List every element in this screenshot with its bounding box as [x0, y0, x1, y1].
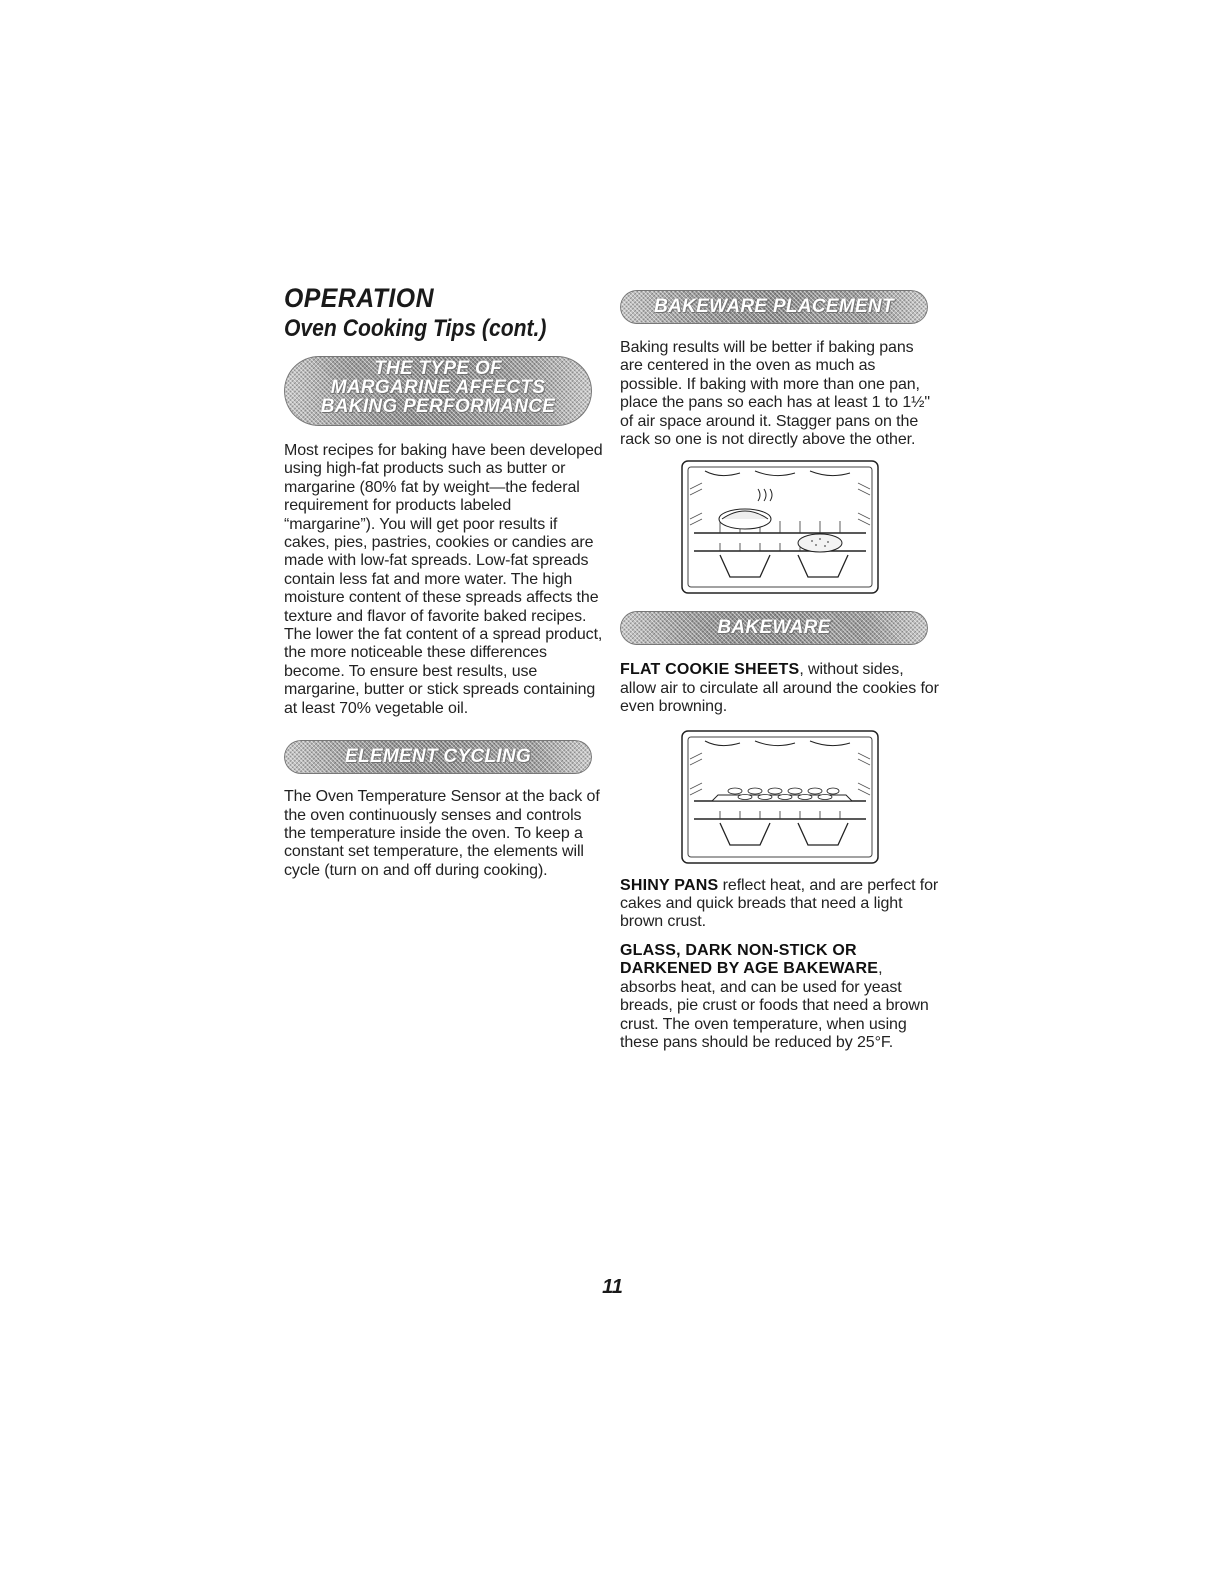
placement-paragraph: Baking results will be better if baking pans are centered in the oven as much as possible. If baking with more than one pan, place the pans so each has at least 1 to 1½" of air space around it. Stagger pans on the rack so one is not directly above the other. [620, 339, 930, 449]
right-column [620, 290, 940, 1052]
flat-cookie-sheets-paragraph [620, 661, 940, 716]
glass-dark-bakeware-term: GLASS, DARK NON-STICK OR DARKENED BY AGE BAKEWARE [620, 941, 879, 978]
flat-cookie-sheets-text: , without sides, allow air to circulate all around the cookies for even browning. [620, 661, 939, 716]
section-title: OPERATION [284, 283, 434, 313]
shiny-pans-text: reflect heat, and are perfect for cakes and quick breads that need a light brown crust. [620, 876, 939, 931]
margarine-banner-line-1: THE TYPE OF [374, 358, 502, 379]
flat-cookie-sheets-term: FLAT COOKIE SHEETS [620, 661, 800, 679]
margarine-banner-line-2: MARGARINE AFFECTS [330, 377, 546, 398]
margarine-banner [284, 356, 592, 426]
bakeware-banner: BAKEWARE [620, 611, 928, 645]
left-column [284, 284, 604, 880]
glass-dark-bakeware-text: , absorbs heat, and can be used for yeast breads, pie crust or foods that need a brown crust. The oven temperature, when using these pans should be reduced by 25°F. [620, 960, 929, 1051]
margarine-paragraph: Most recipes for baking have been developed using high-fat products such as butter or margarine (80% fat by weight—the federal requirement for products labeled “margarine”). You will get poor results if cakes, pies, pastries, cookies or candies are made with low-fat spreads. Low-fat spreads contain less fat and more water. The high moisture content of these spreads affects the texture and flavor of favorite baked recipes. The lower the fat content of a spread product, the more noticeable these differences become. To ensure best results, use margarine, butter or stick spreads containing at least 70% vegetable oil. [284, 442, 603, 717]
element-cycling-banner: ELEMENT CYCLING [284, 740, 592, 774]
bakeware-placement-banner: BAKEWARE PLACEMENT [620, 290, 928, 324]
oven-pans-illustration [680, 459, 880, 595]
shiny-pans-paragraph [620, 877, 940, 932]
subsection-title: Oven Cooking Tips (cont.) [284, 315, 547, 342]
glass-dark-bakeware-paragraph [620, 942, 940, 1052]
element-cycling-paragraph: The Oven Temperature Sensor at the back of the oven continuously senses and controls the temperature inside the oven. To keep a constant set temperature, the elements will cycle (turn on and off during cooking). [284, 788, 600, 879]
oven-cookies-illustration [680, 729, 880, 865]
page-number: 11 [602, 1276, 623, 1298]
margarine-banner-line-3: BAKING PERFORMANCE [320, 396, 556, 417]
shiny-pans-term: SHINY PANS [620, 876, 719, 894]
